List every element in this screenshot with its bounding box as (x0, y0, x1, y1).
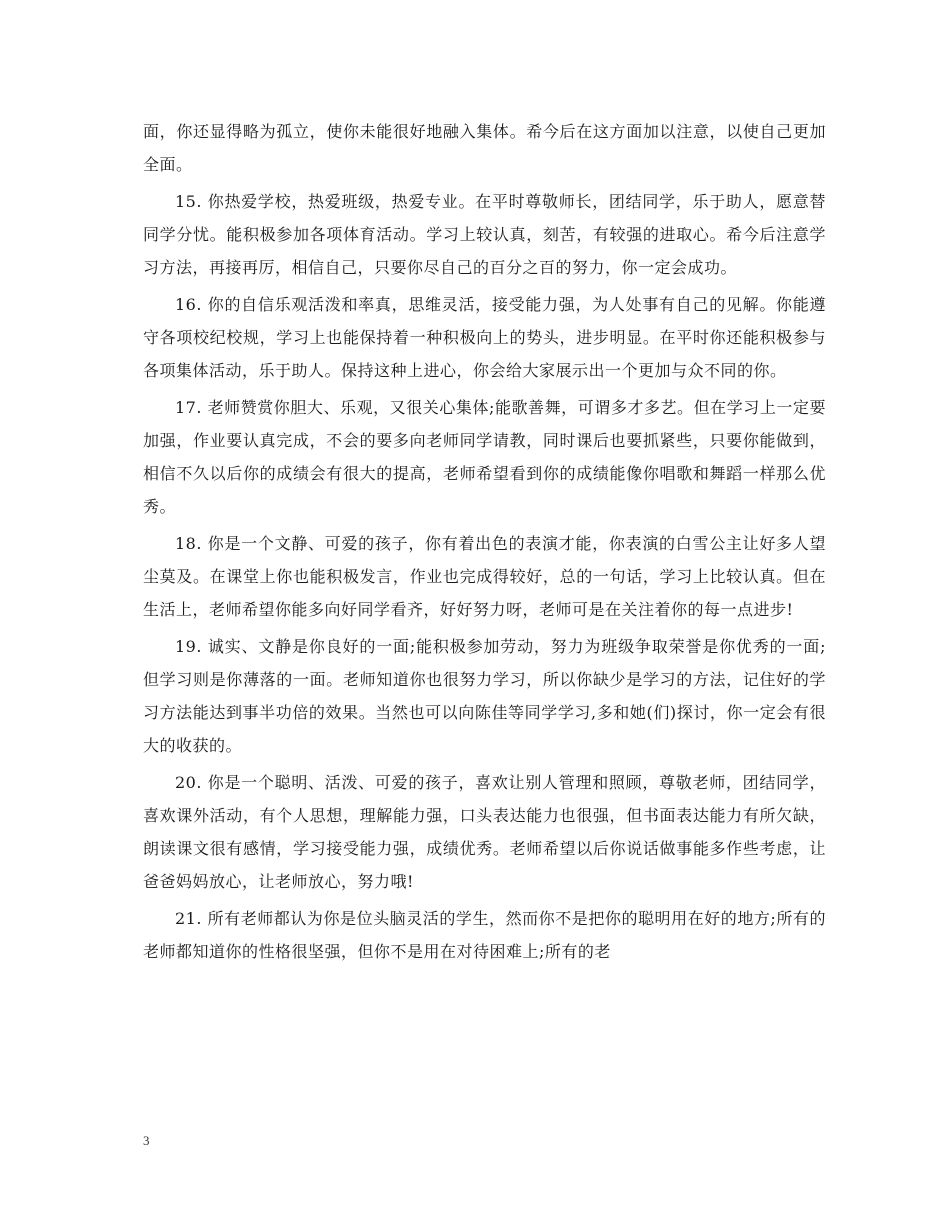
paragraph-item-19: 19. 诚实、文静是你良好的一面;能积极参加劳动，努力为班级争取荣誉是你优秀的一面;但学习则是你薄落的一面。老师知道你也很努力学习，所以你缺少是学习的方法，记住好的学习方法能达到事半功倍的效果。当然也可以向陈佳等同学学习,多和她(们)探讨，你一定会有很大的收获的。 (143, 637, 826, 755)
paragraph-continuation: 面，你还显得略为孤立，使你未能很好地融入集体。希今后在这方面加以注意，以使自己更加全面。 (143, 122, 826, 174)
paragraph-item-17: 17. 老师赞赏你胆大、乐观，又很关心集体;能歌善舞，可谓多才多艺。但在学习上一定要加强，作业要认真完成，不会的要多向老师同学请教，同时课后也要抓紧些，只要你能做到，相信不久以后你的成绩会有很大的提高，老师希望看到你的成绩能像你唱歌和舞蹈一样那么优秀。 (143, 398, 826, 516)
paragraph-item-15: 15. 你热爱学校，热爱班级，热爱专业。在平时尊敬师长，团结同学，乐于助人，愿意替同学分忧。能积极参加各项体育活动。学习上较认真，刻苦，有较强的进取心。希今后注意学习方法，再接再厉，相信自己，只要你尽自己的百分之百的努力，你一定会成功。 (143, 192, 826, 277)
paragraph-item-21: 21. 所有老师都认为你是位头脑灵活的学生，然而你不是把你的聪明用在好的地方;所有的老师都知道你的性格很坚强，但你不是用在对待困难上;所有的老 (143, 909, 826, 961)
page-number: 3 (143, 1133, 150, 1148)
paragraph-item-20: 20. 你是一个聪明、活泼、可爱的孩子，喜欢让别人管理和照顾，尊敬老师，团结同学，喜欢课外活动，有个人思想，理解能力强，口头表达能力也很强，但书面表达能力有所欠缺，朗读课文很有感情，学习接受能力强，成绩优秀。老师希望以后你说话做事能多作些考虑，让爸爸妈妈放心，让老师放心，努力哦! (143, 773, 826, 891)
document-body (143, 115, 826, 972)
paragraph-item-16: 16. 你的自信乐观活泼和率真，思维灵活，接受能力强，为人处事有自己的见解。你能遵守各项校纪校规，学习上也能保持着一种积极向上的势头，进步明显。在平时你还能积极参与各项集体活动，乐于助人。保持这种上进心，你会给大家展示出一个更加与众不同的你。 (143, 295, 826, 380)
paragraph-item-18: 18. 你是一个文静、可爱的孩子，你有着出色的表演才能，你表演的白雪公主让好多人望尘莫及。在课堂上你也能积极发言，作业也完成得较好，总的一句话，学习上比较认真。但在生活上，老师希望你能多向好同学看齐，好好努力呀，老师可是在关注着你的每一点进步! (143, 534, 826, 619)
